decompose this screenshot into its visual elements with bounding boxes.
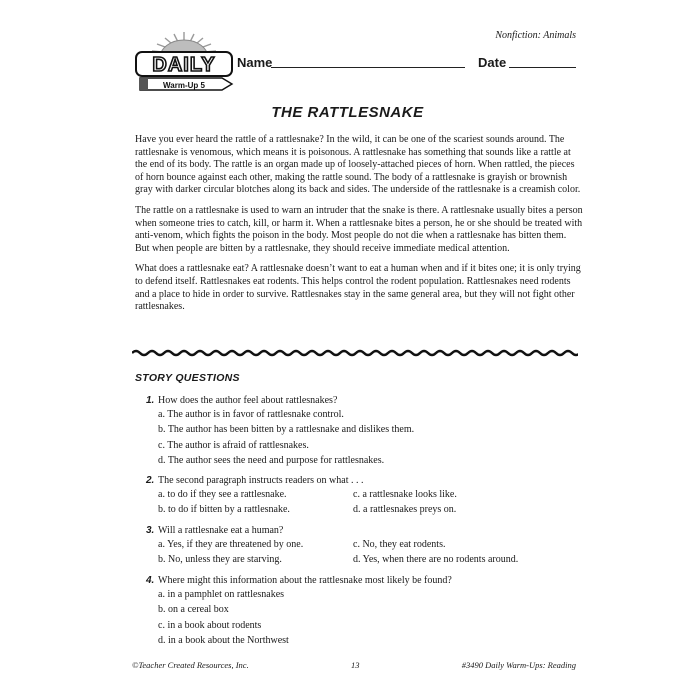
paragraph-1: Have you ever heard the rattle of a rattlesnake? In the wild, it can be one of the scariest sounds around. The rattlesnake is venomous, which means it is poisonous. A rattlesnake has something that sounds like a rattle at the end of its body. The rattle is an organ made up of loosely-attached pieces of horn. When rattled, the pieces of horn bounce against each other, making the rattle sound. The body of a rattlesnake is grayish or brownish gray with darker circular blotches along its back and sides. The underside of the rattlesnake is a creamish color. (135, 134, 581, 196)
answer-option[interactable]: c. in a book about rodents (158, 619, 262, 631)
paragraph-2: The rattle on a rattlesnake is used to warn an intruder that the snake is there. A rattlesnake usually bites a person when someone tries to catch, kill, or harm it. When a rattlesnake bites a person, he or she should be treated with anti-venom, which fights the poison in the body. Most people do not die when a rattlesnake has bitten them. But when people are bitten by a rattlesnake, they should receive immediate medical attention. (135, 204, 583, 254)
answer-option[interactable]: c. No, they eat rodents. (353, 539, 446, 550)
answer-option[interactable]: c. The author is afraid of rattlesnakes. (158, 439, 309, 451)
question-1 (146, 394, 586, 468)
question-number: 4. (146, 575, 155, 586)
answer-option[interactable]: b. The author has been bitten by a rattlesnake and dislikes them. (158, 424, 415, 436)
answer-option[interactable]: a. to do if they see a rattlesnake. (158, 489, 287, 500)
answer-option[interactable]: d. Yes, when there are no rodents around. (353, 554, 519, 566)
footer-page-number: 13 (351, 660, 360, 670)
footer-book-title: #3490 Daily Warm-Ups: Reading (461, 660, 576, 670)
answer-option[interactable]: d. in a book about the Northwest (158, 634, 289, 646)
category-label: Nonfiction: Animals (495, 30, 576, 41)
date-label: Date (478, 55, 507, 70)
logo-subtitle: Warm-Up 5 (163, 81, 205, 90)
footer-copyright: ©Teacher Created Resources, Inc. (132, 660, 249, 670)
daily-warmup-logo (130, 30, 238, 96)
question-number: 2. (146, 475, 155, 486)
answer-option[interactable]: d. a rattlesnakes preys on. (353, 504, 457, 516)
answer-option[interactable]: a. The author is in favor of rattlesnake control. (158, 409, 344, 420)
story-body (135, 134, 583, 322)
question-text: How does the author feel about rattlesnakes? (158, 395, 338, 406)
name-write-line[interactable] (271, 67, 465, 68)
answer-option[interactable]: b. on a cereal box (158, 604, 229, 616)
story-title: THE RATTLESNAKE (271, 104, 424, 121)
answer-option[interactable]: d. The author sees the need and purpose for rattlesnakes. (158, 454, 385, 466)
question-2 (146, 474, 586, 518)
question-text: Will a rattlesnake eat a human? (158, 525, 284, 536)
question-text: Where might this information about the rattlesnake most likely be found? (158, 575, 452, 586)
answer-option[interactable]: b. No, unless they are starving. (158, 554, 282, 566)
question-text: The second paragraph instructs readers on what . . . (158, 475, 364, 486)
question-3 (146, 524, 586, 568)
answer-option[interactable]: a. in a pamphlet on rattlesnakes (158, 589, 285, 600)
question-number: 1. (146, 395, 155, 406)
answer-option[interactable]: a. Yes, if they are threatened by one. (158, 539, 304, 550)
answer-option[interactable]: c. a rattlesnake looks like. (353, 489, 457, 500)
name-label: Name (237, 55, 273, 70)
question-4 (146, 574, 586, 648)
answer-option[interactable]: b. to do if bitten by a rattlesnake. (158, 504, 290, 516)
paragraph-3: What does a rattlesnake eat? A rattlesnake doesn’t want to eat a human when and if it bites one; it is only trying to defend itself. Rattlesnakes eat rodents. This helps control the rodent population. Rattlesnakes need rodents and a place to hide in order to survive. Rattlesnakes stay in the same general area, but they will not fight other rattlesnakes. (135, 263, 581, 313)
logo-word: DAILY (152, 54, 216, 76)
wavy-divider (132, 346, 578, 360)
date-write-line[interactable] (509, 67, 576, 68)
question-number: 3. (146, 525, 155, 536)
story-questions-heading: STORY QUESTIONS (135, 372, 240, 384)
